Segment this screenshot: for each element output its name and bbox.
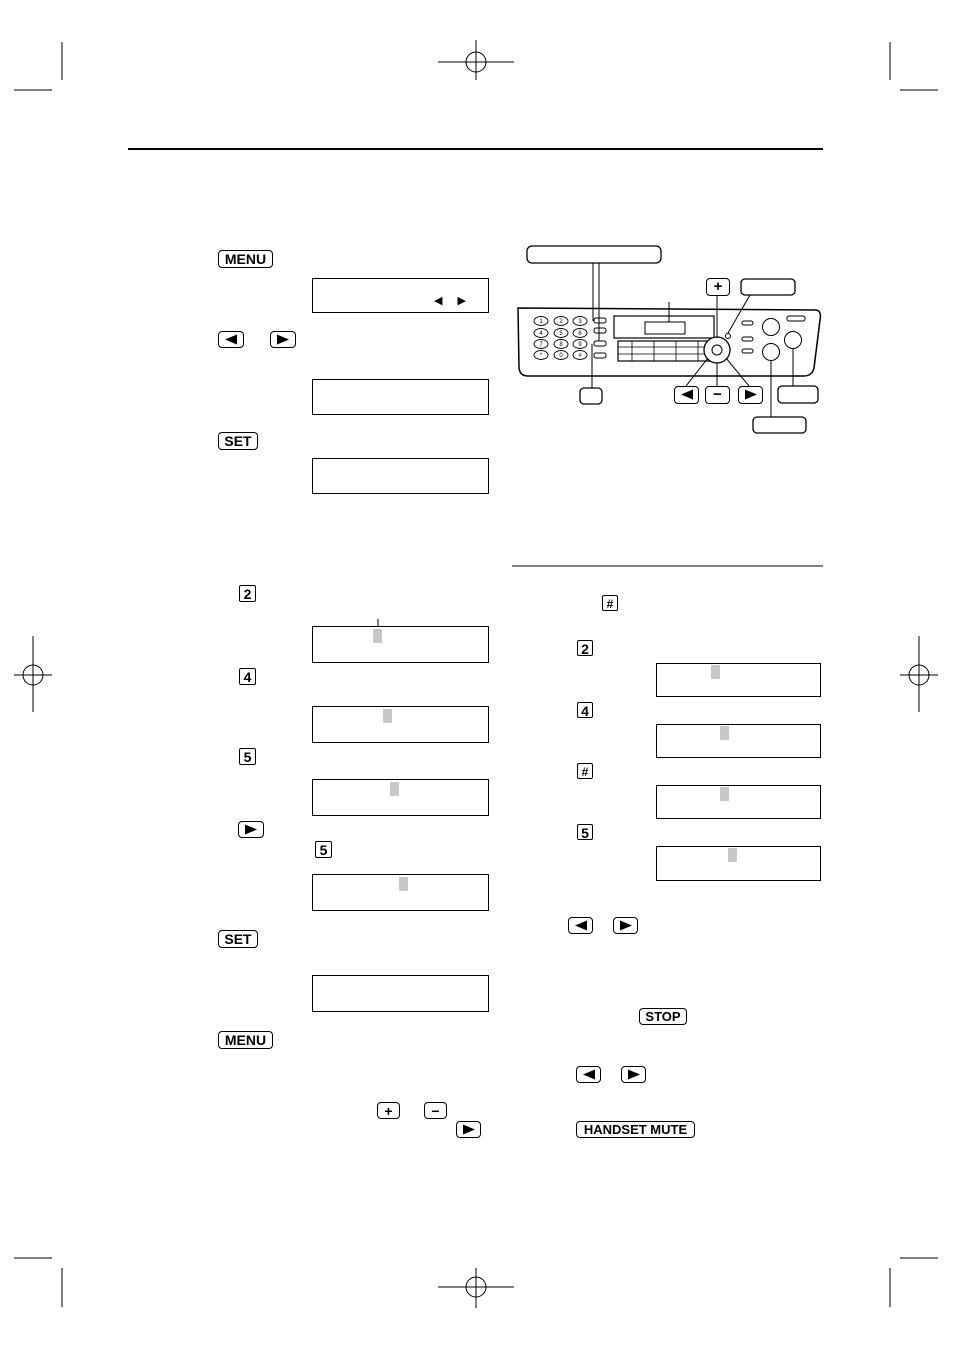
control-panel-illustration [510, 240, 830, 440]
cursor-block [373, 629, 382, 643]
panel-minus-key[interactable]: − [705, 386, 730, 404]
svg-text:*: * [539, 353, 543, 359]
right-arrow-key-2[interactable] [238, 821, 264, 838]
lcd-display-4 [312, 626, 489, 663]
left-arrow-icon [224, 334, 238, 345]
left-arrow-icon [582, 1069, 596, 1080]
cursor-block [711, 665, 720, 679]
right-digit-5-key[interactable]: 5 [577, 824, 593, 840]
right-lcd-2 [656, 724, 821, 758]
lcd-display-2 [312, 379, 489, 415]
callout-label-top [527, 246, 661, 263]
callout-label-bottom-right [778, 386, 818, 403]
minus-key[interactable]: − [424, 1102, 447, 1119]
stop-key[interactable]: STOP [639, 1008, 687, 1025]
right-right-arrow-key[interactable] [613, 917, 638, 934]
right-arrow-icon [619, 920, 633, 931]
menu-key[interactable]: MENU [218, 250, 273, 268]
callout-label-right [741, 279, 795, 295]
panel-plus-key[interactable]: + [706, 278, 730, 296]
lcd-display-8 [312, 975, 489, 1012]
digit-5-key-2[interactable]: 5 [315, 841, 332, 858]
svg-text:2: 2 [559, 319, 563, 325]
svg-text:5: 5 [559, 331, 563, 337]
hash-key[interactable]: # [602, 595, 618, 611]
hash-key-2[interactable]: # [577, 763, 593, 779]
handset-mute-key[interactable]: HANDSET MUTE [576, 1121, 695, 1138]
right-arrow-icon [244, 824, 258, 835]
cursor-block [383, 709, 392, 723]
set-key[interactable]: SET [218, 432, 258, 450]
svg-text:6: 6 [578, 331, 582, 337]
panel-left-arrow-key[interactable] [674, 386, 699, 404]
right-lcd-4 [656, 846, 821, 881]
set-key-2[interactable]: SET [218, 930, 258, 948]
right-lcd-3 [656, 785, 821, 819]
svg-text:7: 7 [539, 342, 543, 348]
right-arrow-key-3[interactable] [456, 1121, 481, 1138]
panel-right-arrow-key[interactable] [738, 386, 763, 404]
right-arrow-icon [462, 1124, 476, 1135]
menu-key-2[interactable]: MENU [218, 1031, 273, 1049]
right-digit-2-key[interactable]: 2 [577, 640, 593, 656]
digit-2-key[interactable]: 2 [239, 585, 256, 602]
right-right-arrow-key-2[interactable] [621, 1066, 646, 1083]
callout-label-bottom-left [580, 388, 602, 404]
right-lcd-1 [656, 663, 821, 697]
svg-text:#: # [578, 353, 582, 359]
right-arrow-icon [744, 389, 758, 400]
lcd-display-3 [312, 458, 489, 494]
digit-4-key[interactable]: 4 [239, 668, 256, 685]
right-arrow-icon [276, 334, 290, 345]
cursor-block [720, 787, 729, 801]
right-left-arrow-key[interactable] [568, 917, 593, 934]
digit-5-key[interactable]: 5 [239, 748, 256, 765]
svg-text:3: 3 [578, 319, 582, 325]
right-left-arrow-key-2[interactable] [576, 1066, 601, 1083]
lcd-scroll-arrows: ◀ ▶ [434, 295, 472, 307]
svg-text:9: 9 [578, 342, 582, 348]
lcd-display-1 [312, 278, 489, 313]
callout-label-lower-right [753, 417, 806, 433]
cursor-block [390, 782, 399, 796]
plus-key[interactable]: + [377, 1102, 400, 1119]
cursor-block [720, 726, 729, 740]
lcd-display-5 [312, 706, 489, 743]
left-arrow-key[interactable] [218, 331, 244, 348]
left-arrow-icon [574, 920, 588, 931]
right-arrow-icon [627, 1069, 641, 1080]
svg-text:4: 4 [539, 331, 543, 337]
cursor-block [399, 877, 408, 891]
lcd-display-6 [312, 779, 489, 816]
left-arrow-icon [680, 389, 694, 400]
svg-text:0: 0 [559, 353, 563, 359]
right-arrow-key[interactable] [270, 331, 296, 348]
lcd-display-7 [312, 874, 489, 911]
cursor-block [728, 848, 737, 862]
svg-text:8: 8 [559, 342, 563, 348]
right-digit-4-key[interactable]: 4 [577, 702, 593, 718]
svg-text:1: 1 [539, 319, 543, 325]
